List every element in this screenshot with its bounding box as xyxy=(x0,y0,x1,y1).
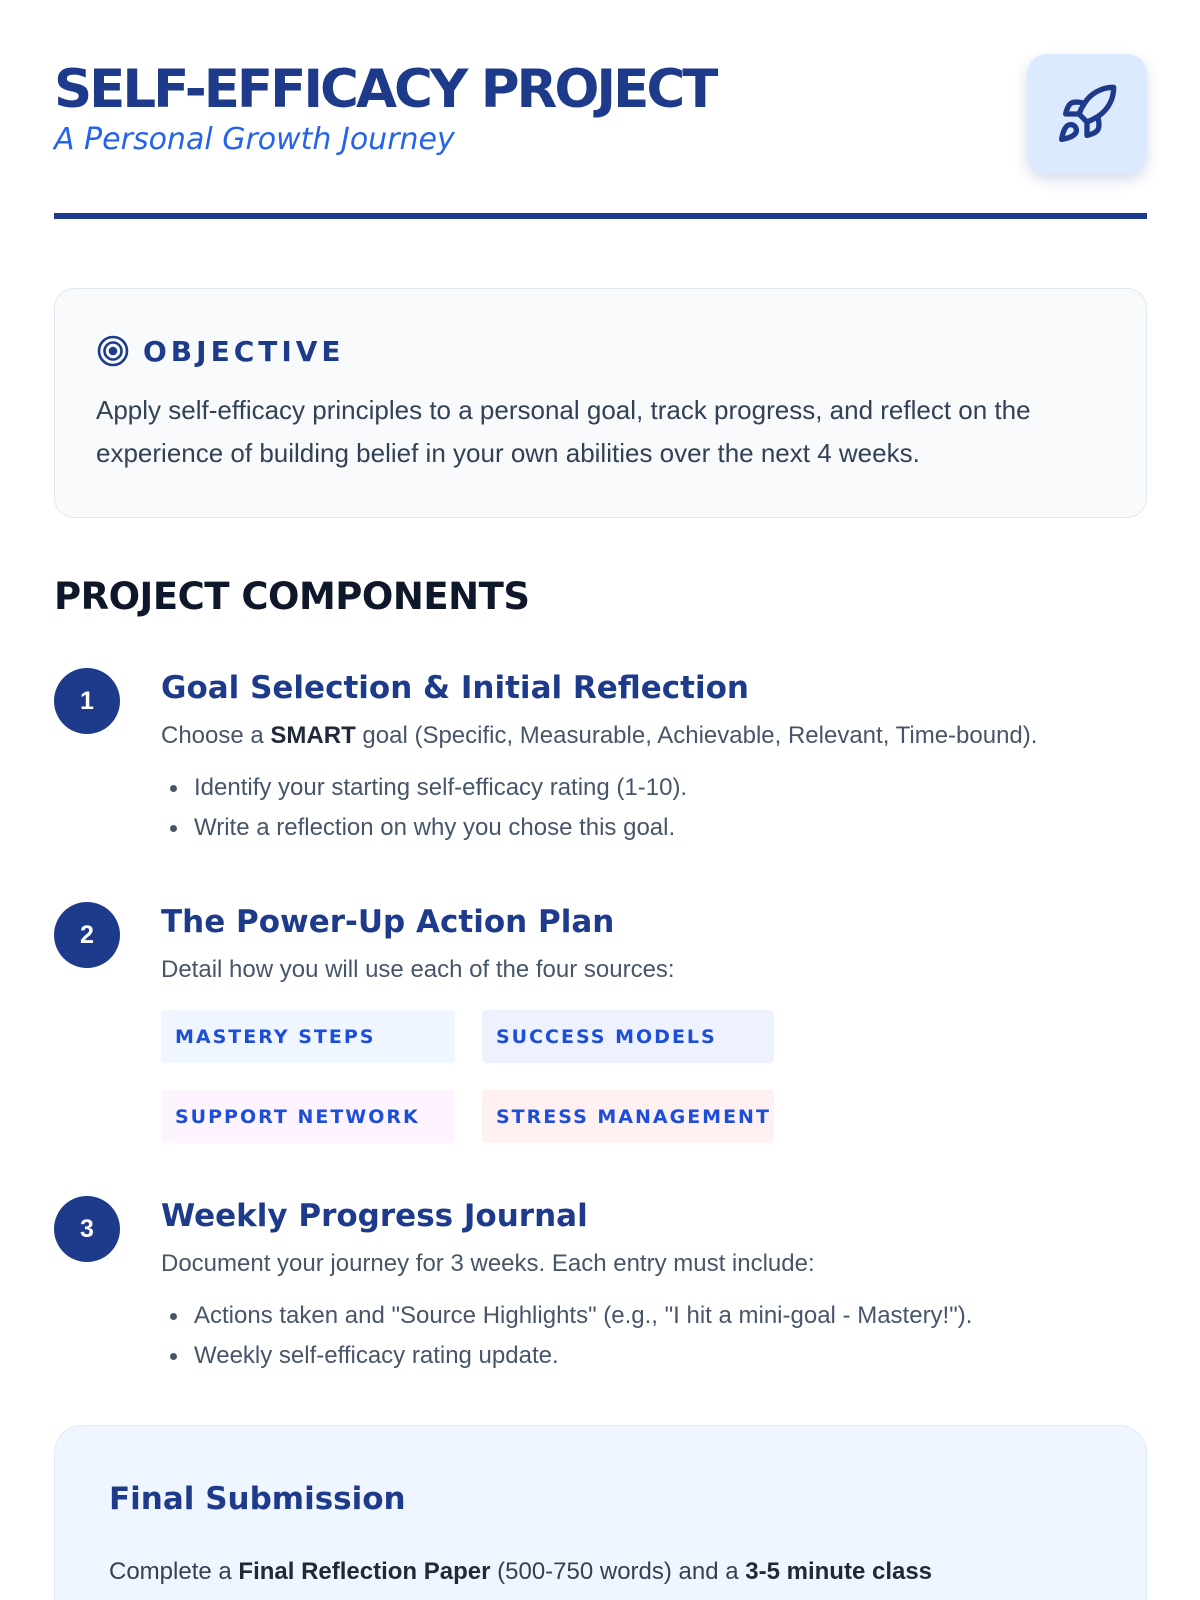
step-title: Goal Selection & Initial Reflection xyxy=(161,670,749,706)
step-description: Document your journey for 3 weeks. Each entry must include: xyxy=(161,1250,815,1277)
rocket-icon xyxy=(1055,82,1119,146)
objective-label: OBJECTIVE xyxy=(143,334,345,368)
chip-stress-management: STRESS MANAGEMENT xyxy=(482,1090,774,1143)
step-body xyxy=(161,902,1141,1143)
objective-text: Apply self-efficacy principles to a personal goal, track progress, and reflect on the experience of building belief in your own abilities over the next 4 weeks. xyxy=(96,395,1031,468)
list-item: Actions taken and "Source Highlights" (e.g., "I hit a mini-goal - Mastery!"). xyxy=(161,1301,1141,1331)
chip-mastery-steps: MASTERY STEPS xyxy=(161,1010,455,1063)
final-submission-text: Complete a Final Reflection Paper (500-750 words) and a 3-5 minute class xyxy=(109,1558,933,1585)
step-bullet-list xyxy=(161,773,1141,843)
list-item: Weekly self-efficacy rating update. xyxy=(161,1341,1141,1371)
page-title: SELF-EFFICACY PROJECT xyxy=(54,59,716,120)
source-chips xyxy=(161,1010,1141,1143)
final-submission-title: Final Submission xyxy=(109,1481,406,1517)
step-title: The Power-Up Action Plan xyxy=(161,904,615,940)
step-description: Choose a SMART goal (Specific, Measurable, Achievable, Relevant, Time-bound). xyxy=(161,722,1038,749)
components-title: PROJECT COMPONENTS xyxy=(54,575,530,618)
step-description: Detail how you will use each of the four sources: xyxy=(161,956,675,983)
objective-header xyxy=(96,331,1105,371)
chip-success-models: SUCCESS MODELS xyxy=(482,1010,774,1063)
step-title: Weekly Progress Journal xyxy=(161,1198,588,1234)
list-item: Identify your starting self-efficacy rating (1-10). xyxy=(161,773,1141,803)
step-bullet-list xyxy=(161,1301,1141,1371)
step-number: 1 xyxy=(54,668,120,734)
step-number: 3 xyxy=(54,1196,120,1262)
final-submission-card xyxy=(54,1425,1147,1600)
step-body xyxy=(161,1196,1141,1381)
rocket-badge xyxy=(1027,54,1147,174)
step-number: 2 xyxy=(54,902,120,968)
page-header xyxy=(54,60,1147,220)
target-icon xyxy=(96,334,130,368)
step-body xyxy=(161,668,1141,853)
page-subtitle: A Personal Growth Journey xyxy=(54,122,455,157)
objective-card xyxy=(54,288,1147,518)
chip-support-network: SUPPORT NETWORK xyxy=(161,1090,455,1143)
header-divider xyxy=(54,213,1147,219)
list-item: Write a reflection on why you chose this goal. xyxy=(161,813,1141,843)
